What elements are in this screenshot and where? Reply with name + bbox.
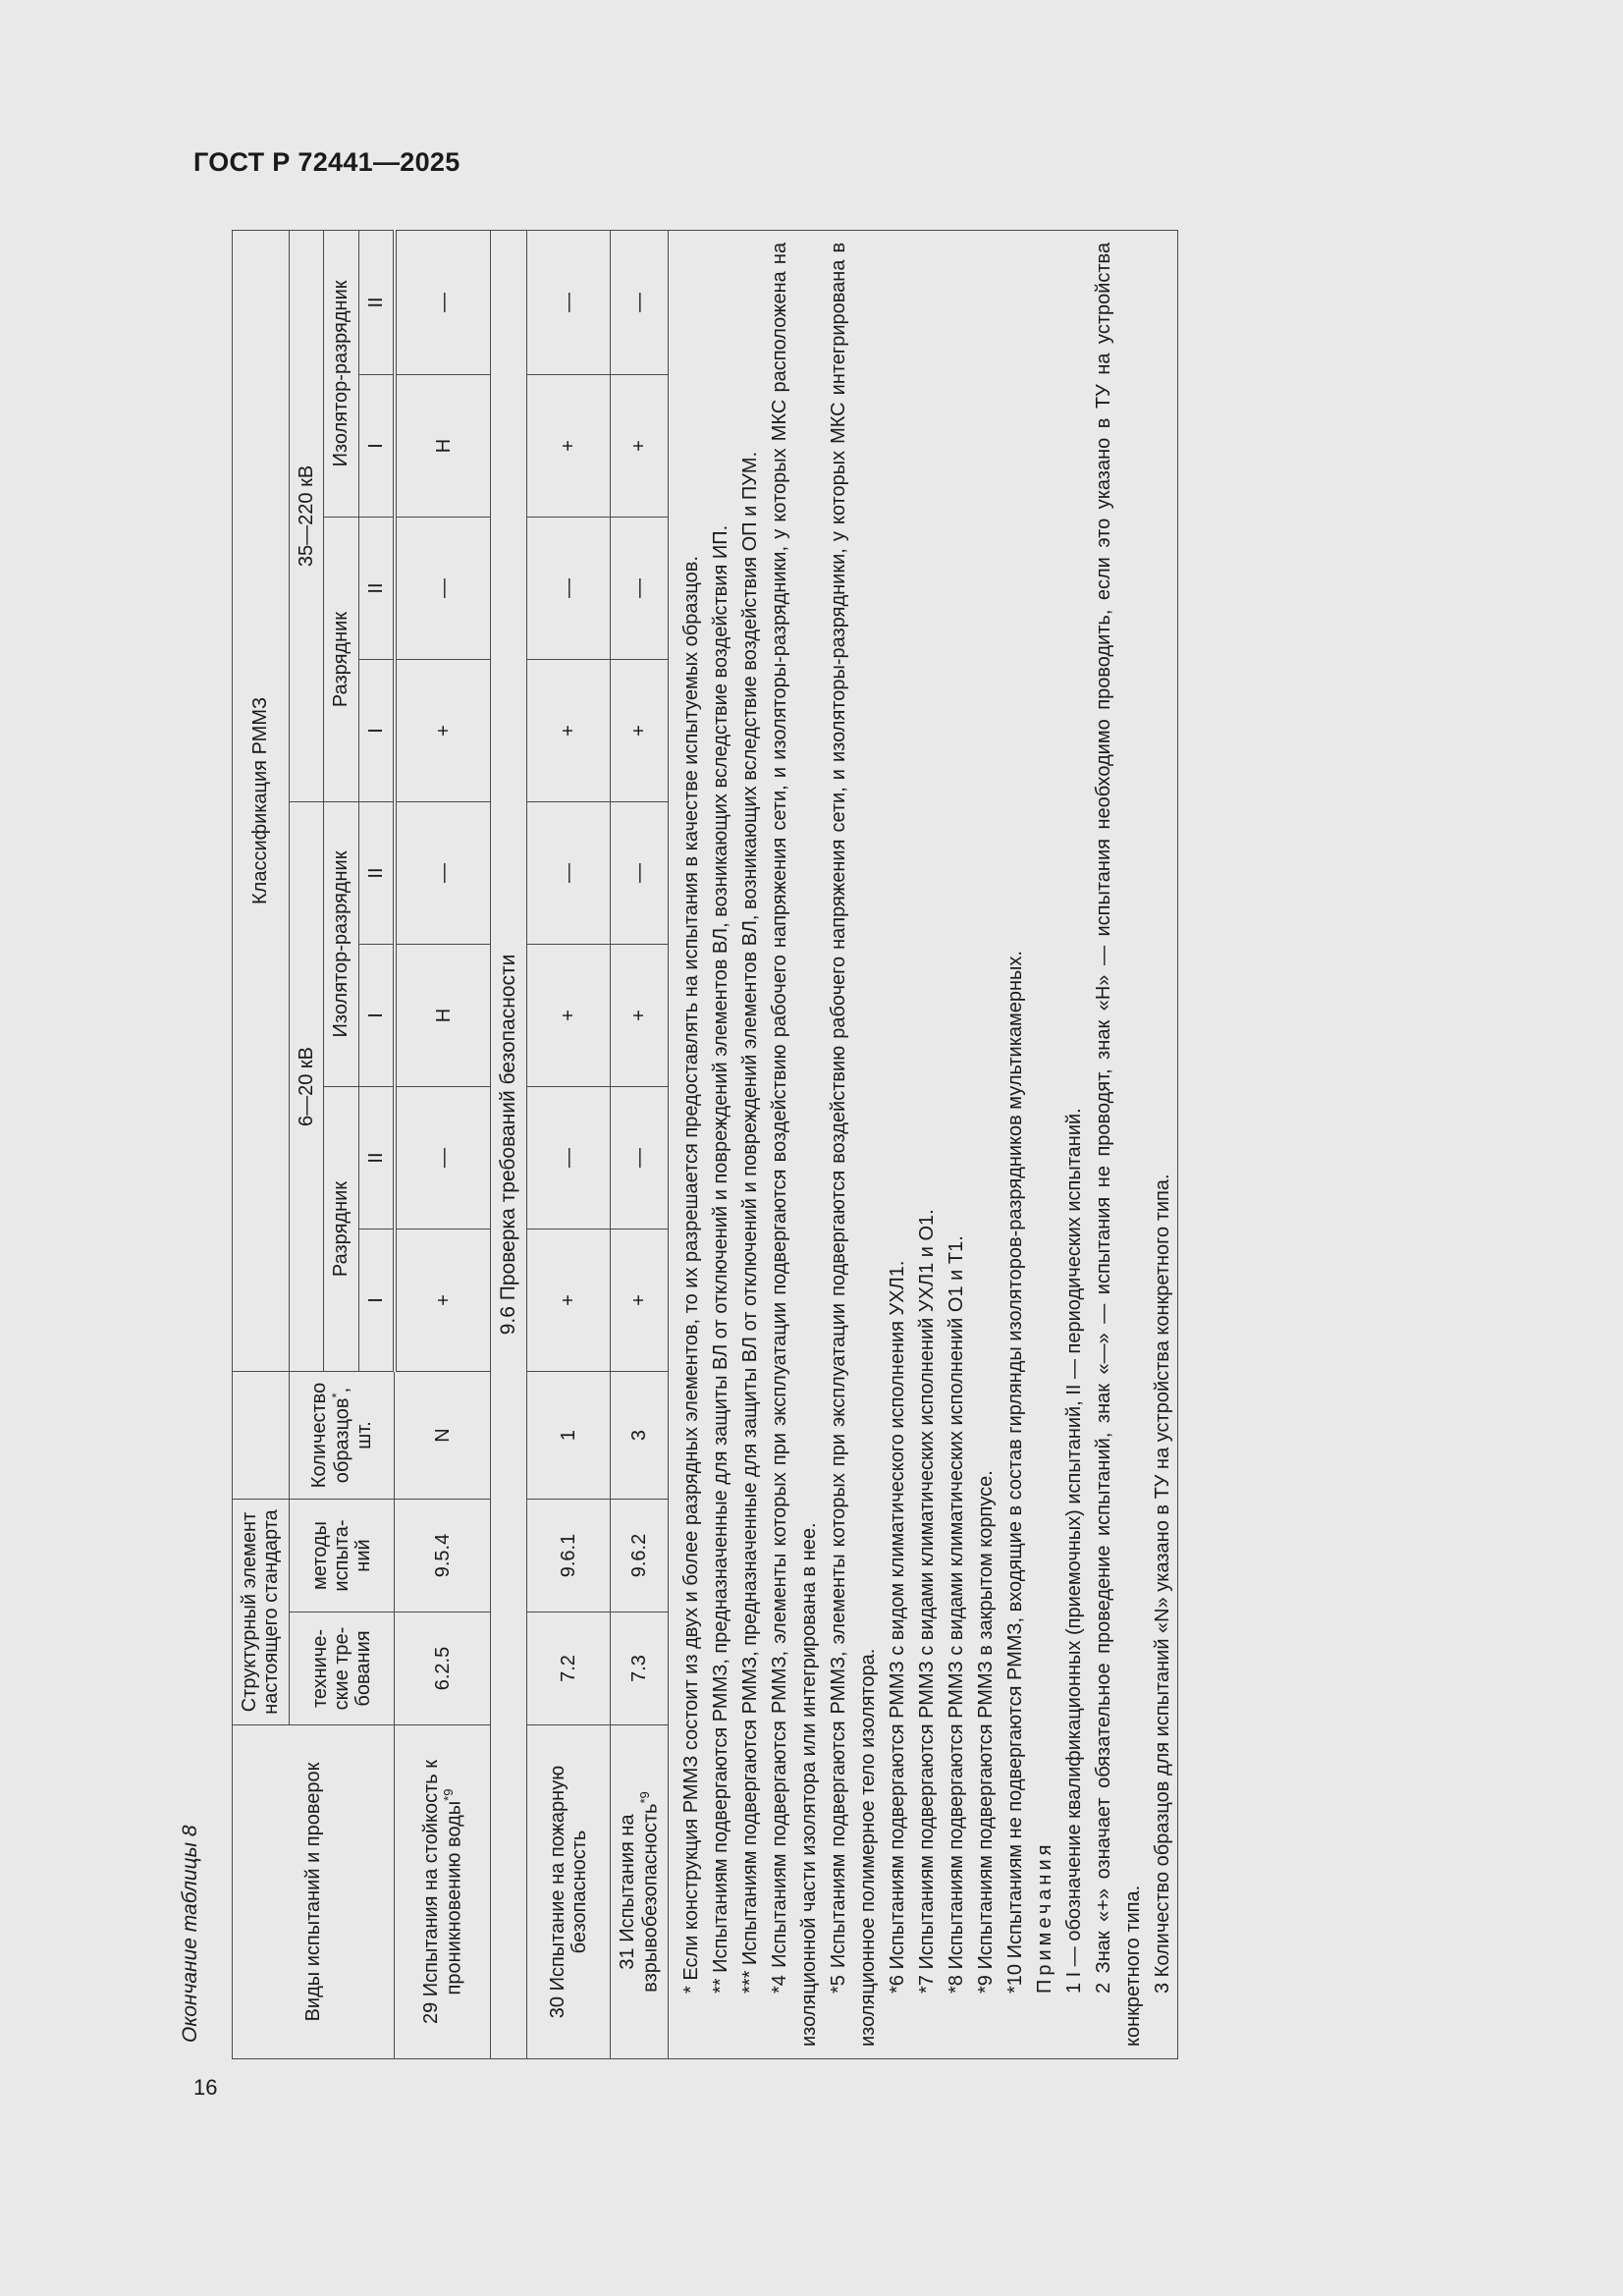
footnote: ** Испытаниям подвергаются РММЗ, предназначенные для защиты ВЛ от отключений и повреждений элементов ВЛ, возникающих вследствие воздействия ИП. <box>710 524 732 1994</box>
row-value: + <box>610 945 668 1087</box>
cls-II: II <box>358 518 395 660</box>
cls-I: I <box>358 375 395 518</box>
row-qty: 1 <box>526 1372 610 1500</box>
row-value: + <box>526 945 610 1087</box>
row-name: 29 Испытания на стойкость к проникновению воды$^{*9}$ <box>395 1725 491 2059</box>
row-value: — <box>526 802 610 945</box>
row-value: — <box>395 802 491 945</box>
col-razryadnik-2: Разрядник <box>324 518 358 802</box>
row-req: 6.2.5 <box>395 1613 491 1725</box>
row-value: — <box>395 1087 491 1230</box>
row-method: 9.6.2 <box>610 1500 668 1613</box>
row-value: + <box>526 660 610 802</box>
section-row <box>491 230 527 2058</box>
footnote: * Если конструкция РММЗ состоит из двух и более разрядных элементов, то их разрешается предоставлять на испытания в качестве испытуемых образцов. <box>680 556 703 1994</box>
row-value: — <box>610 802 668 945</box>
row-value: — <box>395 518 491 660</box>
row-value: + <box>526 375 610 518</box>
table-caption: Окончание таблицы 8 <box>179 1825 201 2043</box>
table-row <box>610 230 668 2058</box>
row-value: + <box>526 1230 610 1372</box>
cls-II: II <box>358 230 395 374</box>
row-qty: N <box>395 1372 491 1500</box>
rotated-table-block <box>232 231 1392 2059</box>
row-value: + <box>395 660 491 802</box>
footnote: *4 Испытаниям подвергаются РММЗ, элементы которых при эксплуатации подвергаются воздействию рабочего напряжения сети, и изоляторы-разрядники, у которых МКС расположена на изоляционной части изолятора или интегрирована в нее. <box>769 242 821 2047</box>
notes-cell <box>669 230 1178 2058</box>
row-method: 9.5.4 <box>395 1500 491 1613</box>
row-name: 31 Испытания на взрывобезопасность$^{*9}$ <box>610 1725 668 2059</box>
row-value: — <box>526 518 610 660</box>
col-types-header: Виды испытаний и проверок <box>233 1725 395 2059</box>
footnote: *9 Испытаниям подвергаются РММЗ в закрытом корпусе. <box>975 1470 998 1994</box>
footnote: *8 Испытаниям подвергаются РММЗ с видами климатических исполнений О1 и Т1. <box>946 1235 968 1994</box>
footnote: *7 Испытаниям подвергаются РММЗ с видами климатических исполнений УХЛ1 и О1. <box>916 1209 939 1994</box>
document-header: ГОСТ Р 72441—2025 <box>193 147 460 177</box>
footnote: *6 Испытаниям подвергаются РММЗ с видом климатического исполнения УХЛ1. <box>887 1260 909 1994</box>
row-value: — <box>610 518 668 660</box>
col-classification-header: Классификация РММЗ <box>233 230 290 1371</box>
footnote: *10 Испытаниям не подвергаются РММЗ, входящие в состав гирлянды изоляторов-разрядников мультикамерных. <box>1004 951 1027 1994</box>
row-value: Н <box>395 945 491 1087</box>
cls-II: II <box>358 1087 395 1230</box>
row-value: — <box>610 1087 668 1230</box>
col-qty-blank <box>233 1372 290 1500</box>
header-row-1 <box>233 230 290 2058</box>
note-item: 3 Количество образцов для испытаний «N» указано в ТУ на устройства конкретного типа. <box>1152 1174 1174 1994</box>
row-value: + <box>395 1230 491 1372</box>
col-kv-35-220: 35—220 кВ <box>289 230 323 801</box>
col-qty-header: Количество образцов*, шт. <box>289 1372 395 1500</box>
note-item: 1 I — обозначение квалификационных (приемочных) испытаний, II — периодических испытаний. <box>1063 1108 1086 1994</box>
row-qty: 3 <box>610 1372 668 1500</box>
notes-row <box>669 230 1178 2058</box>
col-tech-req-header: техниче-ские тре-бования <box>289 1613 395 1725</box>
row-value: — <box>610 230 668 374</box>
row-value: + <box>610 375 668 518</box>
row-req: 7.3 <box>610 1613 668 1725</box>
note-item: 2 Знак «+» означает обязательное проведение испытаний, знак «—» — испытания не проводят, знак «Н» — испытания необходимо проводить, если это указано в ТУ на устройства конкретного типа. <box>1093 242 1145 2047</box>
col-izolator-2: Изолятор-разрядник <box>324 230 358 517</box>
col-kv-6-20: 6—20 кВ <box>289 802 323 1372</box>
cls-I: I <box>358 945 395 1087</box>
col-izolator-1: Изолятор-разрядник <box>324 802 358 1087</box>
page-number: 16 <box>193 2075 218 2100</box>
table-row <box>395 230 491 2058</box>
notes-heading: Примечания <box>1034 1840 1056 1994</box>
col-methods-header: методы испыта-ний <box>289 1500 395 1613</box>
row-value: + <box>610 660 668 802</box>
row-value: + <box>610 1230 668 1372</box>
cls-I: I <box>358 1230 395 1372</box>
row-req: 7.2 <box>526 1613 610 1725</box>
cls-I: I <box>358 660 395 802</box>
section-title: 9.6 Проверка требований безопасности <box>491 230 527 2058</box>
table-row <box>526 230 610 2058</box>
row-method: 9.6.1 <box>526 1500 610 1613</box>
col-razryadnik-1: Разрядник <box>324 1087 358 1372</box>
row-value: — <box>526 1087 610 1230</box>
footnotes <box>669 231 1177 2058</box>
col-struct-header: Структурный элемент настоящего стандарта <box>233 1500 290 1725</box>
test-table <box>232 230 1178 2059</box>
footnote: *** Испытаниям подвергаются РММЗ, предназначенные для защиты ВЛ от отключений и повреждений элементов ВЛ, возникающих вследствие воздействия ОП и ПУМ. <box>739 451 762 1994</box>
cls-II: II <box>358 802 395 945</box>
footnote: *5 Испытаниям подвергаются РММЗ, элементы которых при эксплуатации подвергаются воздействию рабочего напряжения сети, и изоляторы-разрядники, у которых МКС интегрирована в изоляционное полимерное тело изолятора. <box>828 242 880 2047</box>
row-value: Н <box>395 375 491 518</box>
row-value: — <box>526 230 610 374</box>
row-value: — <box>395 230 491 374</box>
row-name: 30 Испытание на пожарную безопасность <box>526 1725 610 2059</box>
